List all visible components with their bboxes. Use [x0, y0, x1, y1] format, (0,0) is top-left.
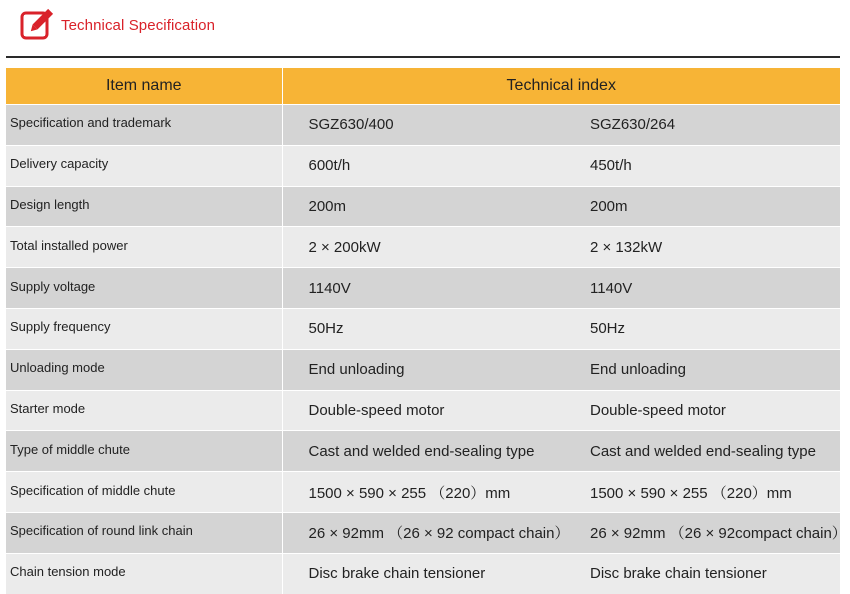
value-cell-1: 1140V: [282, 268, 564, 309]
table-body: [6, 105, 847, 594]
value-cell-2: 1500 × 590 × 255 （220）mm: [564, 472, 840, 513]
value-cell-1: Cast and welded end-sealing type: [282, 431, 564, 472]
value-cell-2: Cast and welded end-sealing type: [564, 431, 840, 472]
table-row: [6, 227, 840, 268]
table-row: [6, 308, 840, 349]
table-row: [6, 553, 840, 593]
value-cell-2: 200m: [564, 186, 840, 227]
table-header-row: [6, 68, 840, 105]
item-name-cell: Unloading mode: [6, 349, 282, 390]
section-header: [20, 7, 215, 43]
item-name-cell: Chain tension mode: [6, 553, 282, 593]
value-cell-1: Disc brake chain tensioner: [282, 553, 564, 593]
item-name-cell: Supply voltage: [6, 268, 282, 309]
value-cell-1: SGZ630/400: [282, 105, 564, 146]
table-row: [6, 268, 840, 309]
item-name-cell: Specification of round link chain: [6, 512, 282, 553]
table-row: [6, 390, 840, 431]
value-cell-1: 26 × 92mm （26 × 92 compact chain）: [282, 512, 564, 553]
value-cell-1: 50Hz: [282, 308, 564, 349]
edit-icon: [20, 8, 54, 42]
table-row: [6, 512, 840, 553]
table-row: [6, 145, 840, 186]
value-cell-2: 26 × 92mm （26 × 92compact chain）: [564, 512, 840, 553]
value-cell-2: 1140V: [564, 268, 840, 309]
value-cell-2: SGZ630/264: [564, 105, 840, 146]
table-row: [6, 349, 840, 390]
spec-table: [6, 68, 847, 594]
table-row: [6, 472, 840, 513]
column-header-item-name: Item name: [6, 68, 282, 105]
item-name-cell: Specification of middle chute: [6, 472, 282, 513]
item-name-cell: Total installed power: [6, 227, 282, 268]
value-cell-1: Double-speed motor: [282, 390, 564, 431]
item-name-cell: Design length: [6, 186, 282, 227]
header-divider: [6, 56, 840, 58]
value-cell-2: Double-speed motor: [564, 390, 840, 431]
value-cell-2: 450t/h: [564, 145, 840, 186]
value-cell-1: 600t/h: [282, 145, 564, 186]
value-cell-2: 2 × 132kW: [564, 227, 840, 268]
table-row: [6, 431, 840, 472]
table-row: [6, 105, 840, 146]
table-row: [6, 186, 840, 227]
value-cell-1: 200m: [282, 186, 564, 227]
value-cell-1: 1500 × 590 × 255 （220）mm: [282, 472, 564, 513]
item-name-cell: Type of middle chute: [6, 431, 282, 472]
value-cell-2: End unloading: [564, 349, 840, 390]
item-name-cell: Delivery capacity: [6, 145, 282, 186]
item-name-cell: Specification and trademark: [6, 105, 282, 146]
value-cell-2: Disc brake chain tensioner: [564, 553, 840, 593]
value-cell-2: 50Hz: [564, 308, 840, 349]
item-name-cell: Starter mode: [6, 390, 282, 431]
value-cell-1: End unloading: [282, 349, 564, 390]
item-name-cell: Supply frequency: [6, 308, 282, 349]
column-header-technical-index: Technical index: [282, 68, 840, 105]
section-title: Technical Specification: [61, 16, 216, 34]
value-cell-1: 2 × 200kW: [282, 227, 564, 268]
